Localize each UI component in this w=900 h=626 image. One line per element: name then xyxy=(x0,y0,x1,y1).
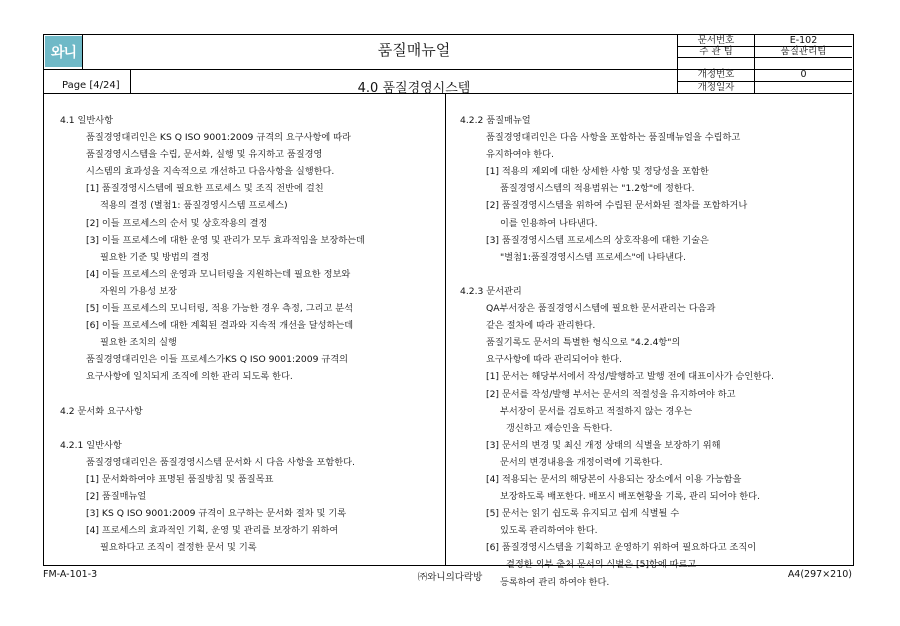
text-line: 이를 인용하여 나타낸다. xyxy=(500,217,598,229)
text-line: "별첨1:품질경영시스템 프로세스"에 나타낸다. xyxy=(500,251,686,263)
text-line: [3] 문서의 변경 및 최신 개정 상태의 식별을 보장하기 위해 xyxy=(486,439,721,451)
text-line: [4] 이들 프로세스의 운영과 모니터링을 지원하는데 필요한 정보와 xyxy=(86,268,351,280)
text-line: [1] 적용의 제외에 대한 상세한 사항 및 정당성을 포함한 xyxy=(486,166,709,178)
text-line: [2] 이들 프로세스의 순서 및 상호작용의 결정 xyxy=(86,217,268,229)
page-cell-divider xyxy=(130,69,131,93)
document-title: 품질매뉴얼 xyxy=(377,41,451,59)
right-column xyxy=(460,112,774,591)
text-line: 4.2.1 일반사항 xyxy=(60,439,122,451)
text-line: 품질경영대리인은 이들 프로세스가KS Q ISO 9001:2009 규격의 xyxy=(86,354,348,366)
section-title: 4.0 품질경영시스템 xyxy=(357,81,471,96)
column-divider xyxy=(445,93,446,565)
text-line: [5] 문서는 읽기 쉽도록 유지되고 쉽게 식별될 수 xyxy=(486,508,680,520)
text-line: [3] 이들 프로세스에 대한 운영 및 관리가 모두 효과적임을 보장하는데 xyxy=(86,234,365,246)
company-logo xyxy=(45,36,82,67)
text-line: [6] 품질경영시스템을 기획하고 운영하기 위하여 필요하다고 조직이 xyxy=(486,542,757,554)
text-line: 유지하여야 한다. xyxy=(486,149,554,161)
meta-value-doc-number: E-102 xyxy=(789,35,818,46)
text-line: 요구사항에 일치되게 조직에 의한 관리 되도록 한다. xyxy=(86,371,293,383)
text-line: 자원의 가용성 보장 xyxy=(100,285,177,297)
text-line: [2] 문서를 작성/발행 부서는 문서의 적절성을 유지하여야 하고 xyxy=(486,388,736,400)
text-line: 문서의 변경내용을 개정이력에 기록한다. xyxy=(500,456,663,468)
text-line: 적용의 결정 (별첨1: 품질경영시스템 프로세스) xyxy=(100,200,288,212)
text-line: 품질경영시스템을 수립, 문서화, 실행 및 유지하고 품질경영 xyxy=(86,149,323,161)
meta-label-revision: 개정번호 xyxy=(697,69,735,80)
text-line: 부서장이 문서를 검토하고 적절하지 않는 경우는 xyxy=(500,405,693,417)
text-line: [6] 이들 프로세스에 대한 계획된 결과와 지속적 개선을 달성하는데 xyxy=(86,320,354,332)
text-line: 필요한 조치의 실행 xyxy=(100,337,177,349)
text-line: 4.2.3 문서관리 xyxy=(460,285,522,297)
text-line: 등록하여 관리 하여야 한다. xyxy=(500,576,610,588)
form-code: FM-A-101-3 xyxy=(43,569,98,580)
text-line: QA부서장은 품질경영시스템에 필요한 문서관리는 다음과 xyxy=(486,303,716,315)
text-line: 품질기록도 문서의 특별한 형식으로 "4.2.4항"의 xyxy=(486,337,681,349)
text-line: [3] KS Q ISO 9001:2009 규격이 요구하는 문서화 절차 및 기록 xyxy=(86,508,347,520)
text-line: 보장하도록 배포한다. 배포시 배포현황을 기록, 관리 되어야 한다. xyxy=(500,491,760,503)
text-line: 4.2.2 품질매뉴얼 xyxy=(460,115,531,126)
text-line: 시스템의 효과성을 지속적으로 개선하고 다음사항을 실행한다. xyxy=(86,166,335,178)
blank-line xyxy=(460,266,774,283)
text-line: [3] 품질경영시스템 프로세스의 상호작용에 대한 기술은 xyxy=(486,234,709,246)
meta-label-team: 주 관 팀 xyxy=(699,46,733,57)
text-line: 품질경영대리인은 다음 사항을 포함하는 품질매뉴얼을 수립하고 xyxy=(486,132,741,144)
left-column xyxy=(60,112,365,556)
text-line: 4.1 일반사항 xyxy=(60,115,114,126)
company-name: ㈜와니의다락방 xyxy=(417,572,483,583)
text-line: [1] 문서화하여야 표명된 품질방침 및 품질목표 xyxy=(86,473,274,485)
paper-size: A4(297×210) xyxy=(787,569,852,580)
meta-label-revision-date: 개정일자 xyxy=(697,82,735,93)
text-line: [4] 프로세스의 효과적인 기획, 운영 및 관리를 보장하기 위하여 xyxy=(86,525,339,537)
meta-label-doc-number: 문서번호 xyxy=(697,35,735,46)
text-line: 있도록 관리하여야 한다. xyxy=(500,525,598,537)
text-line: 필요하다고 조직이 결정한 문서 및 기록 xyxy=(100,542,257,554)
text-line: 품질경영시스템의 적용범위는 "1.2항"에 정한다. xyxy=(500,183,695,195)
blank-line xyxy=(60,386,365,403)
text-line: [1] 품질경영시스템에 필요한 프로세스 및 조직 전반에 걸친 xyxy=(86,183,324,195)
text-line: 요구사항에 따라 관리되어야 한다. xyxy=(486,354,622,366)
text-line: [4] 적용되는 문서의 해당본이 사용되는 장소에서 이용 가능함을 xyxy=(486,473,742,485)
text-line: [1] 문서는 해당부서에서 작성/발행하고 발행 전에 대표이사가 승인한다. xyxy=(486,371,774,383)
text-line: 필요한 기준 및 방법의 결정 xyxy=(100,251,210,263)
text-line: [2] 품질매뉴얼 xyxy=(86,491,147,503)
logo-cell-divider xyxy=(82,35,83,69)
text-line: 품질경영대리인은 KS Q ISO 9001:2009 규격의 요구사항에 따라 xyxy=(86,132,351,144)
meta-value-revision: 0 xyxy=(800,69,807,80)
text-line: 품질경영대리인은 품질경영시스템 문서화 시 다음 사항을 포함한다. xyxy=(86,456,355,468)
text-line: 갱신하고 재승인을 득한다. xyxy=(506,422,613,434)
text-line: [2] 품질경영시스템을 위하여 수립된 문서화된 절차를 포함하거나 xyxy=(486,200,748,212)
blank-line xyxy=(60,420,365,437)
text-line: 결정한 외부 출처 문서의 식별은 [5]항에 따르고 xyxy=(506,559,697,571)
text-line: 4.2 문서화 요구사항 xyxy=(60,405,143,417)
logo-text: 와니 xyxy=(50,44,77,61)
meta-value-team: 품질관리팀 xyxy=(780,46,827,57)
page-indicator: Page [4/24] xyxy=(62,80,120,91)
text-line: 같은 절차에 따라 관리한다. xyxy=(486,320,596,332)
text-line: [5] 이들 프로세스의 모니터링, 적용 가능한 경우 측정, 그리고 분석 xyxy=(86,303,354,315)
